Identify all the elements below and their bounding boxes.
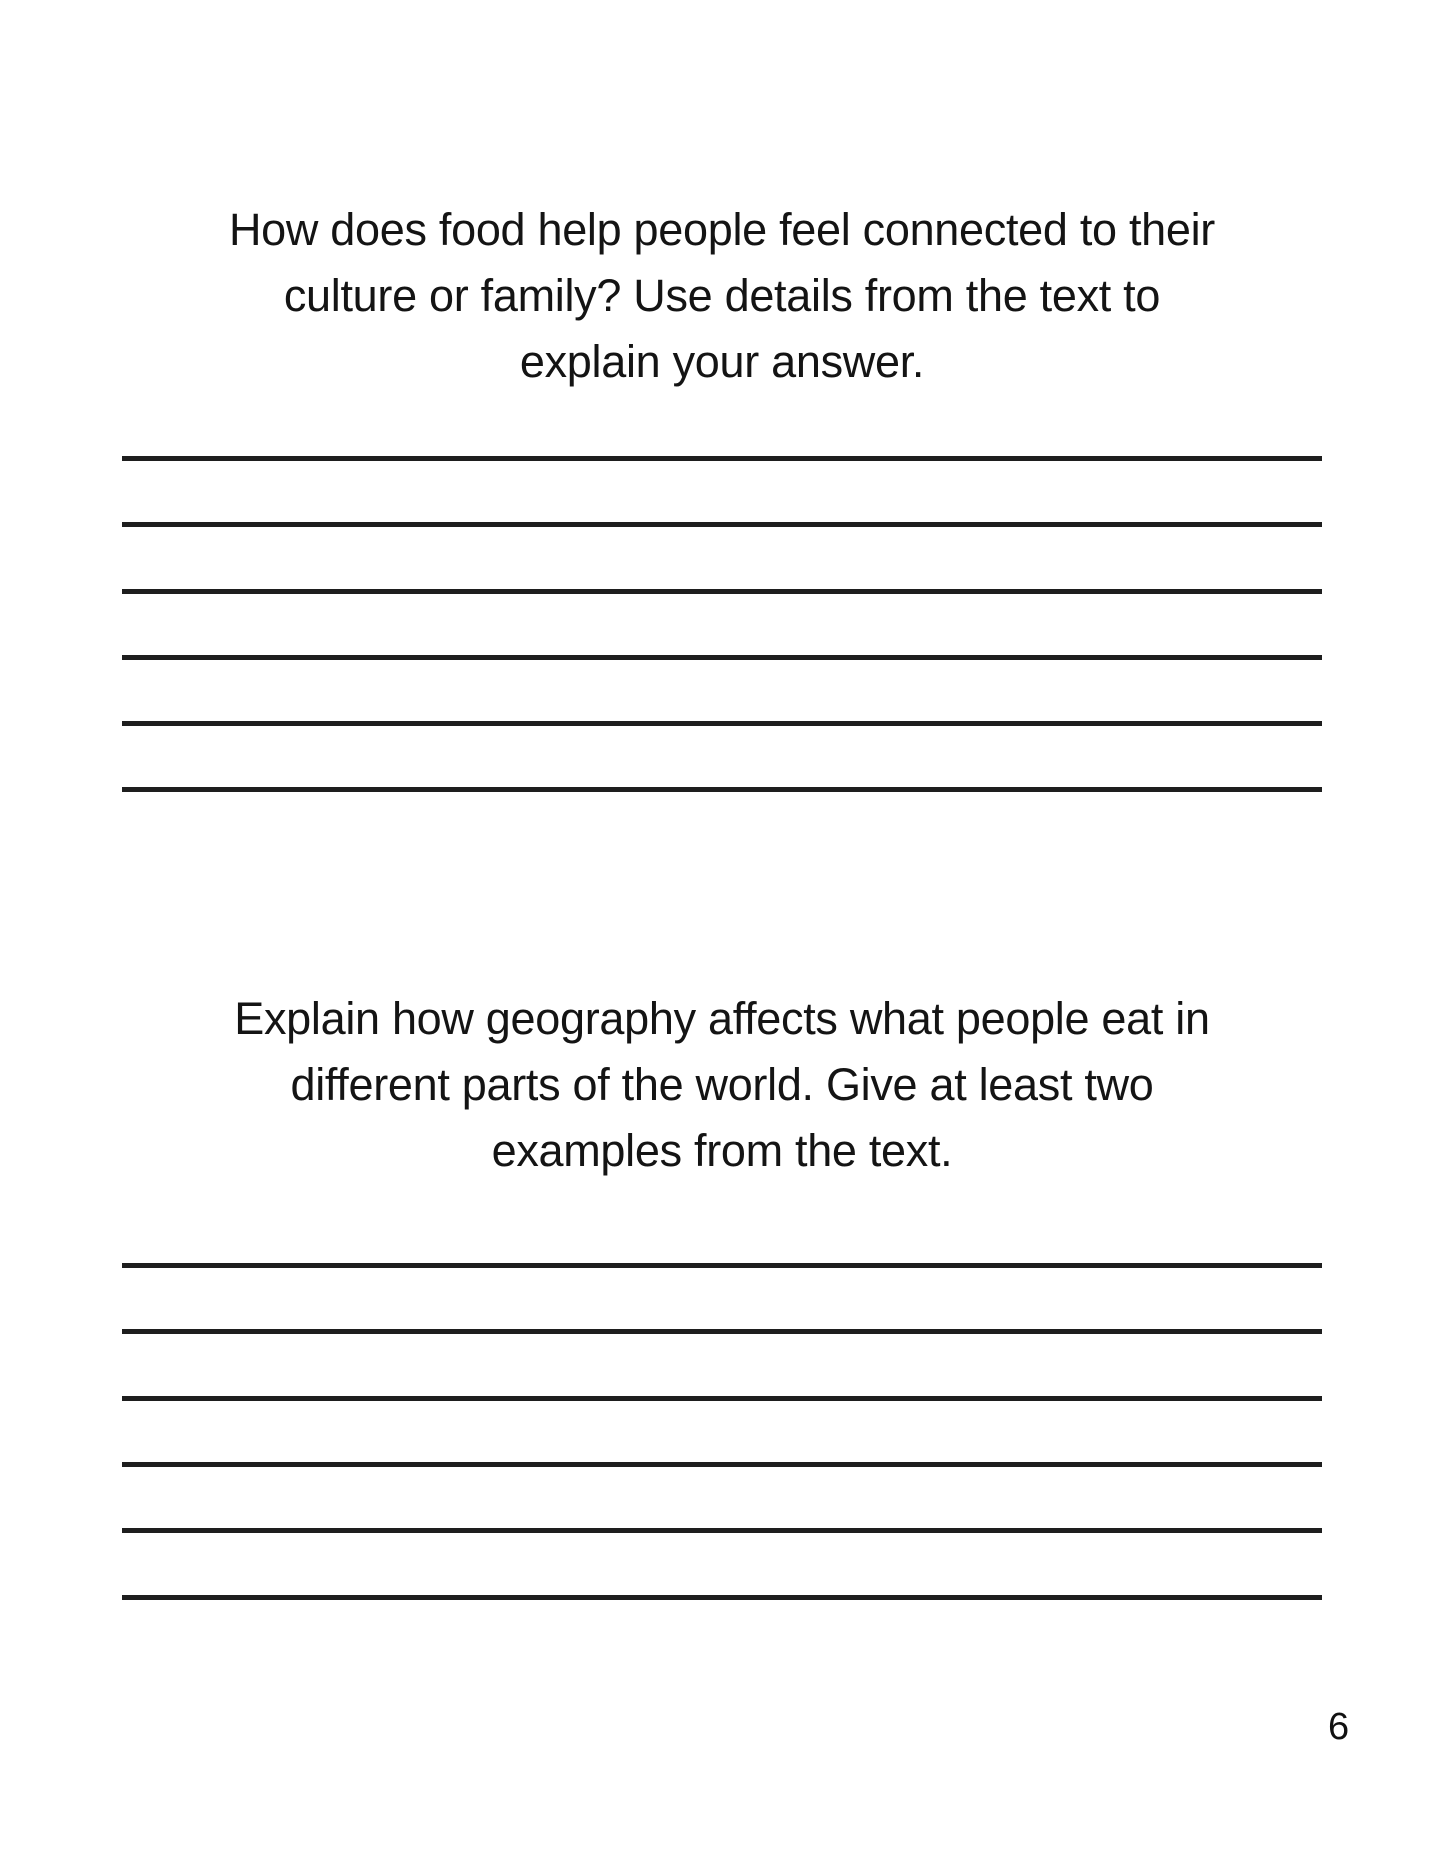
answer-line[interactable]: [122, 655, 1322, 660]
question-2-prompt: [122, 986, 1322, 1184]
answer-line[interactable]: [122, 1462, 1322, 1467]
page-number: 6: [1328, 1706, 1350, 1748]
answer-line[interactable]: [122, 1263, 1322, 1268]
question-text-line: Explain how geography affects what people eat in: [234, 993, 1210, 1044]
answer-line[interactable]: [122, 721, 1322, 726]
answer-line[interactable]: [122, 1595, 1322, 1600]
question-1-prompt: [122, 197, 1322, 395]
question-text-line: explain your answer.: [519, 336, 925, 387]
answer-line[interactable]: [122, 589, 1322, 594]
question-text-line: How does food help people feel connected to their: [228, 204, 1215, 255]
answer-line[interactable]: [122, 787, 1322, 792]
answer-line[interactable]: [122, 1396, 1322, 1401]
question-text-line: culture or family? Use details from the text to: [283, 270, 1161, 321]
question-text-line: different parts of the world. Give at least two: [290, 1059, 1154, 1110]
question-text-line: examples from the text.: [491, 1125, 953, 1176]
answer-line[interactable]: [122, 1329, 1322, 1334]
answer-line[interactable]: [122, 522, 1322, 527]
answer-line[interactable]: [122, 456, 1322, 461]
answer-line[interactable]: [122, 1528, 1322, 1533]
